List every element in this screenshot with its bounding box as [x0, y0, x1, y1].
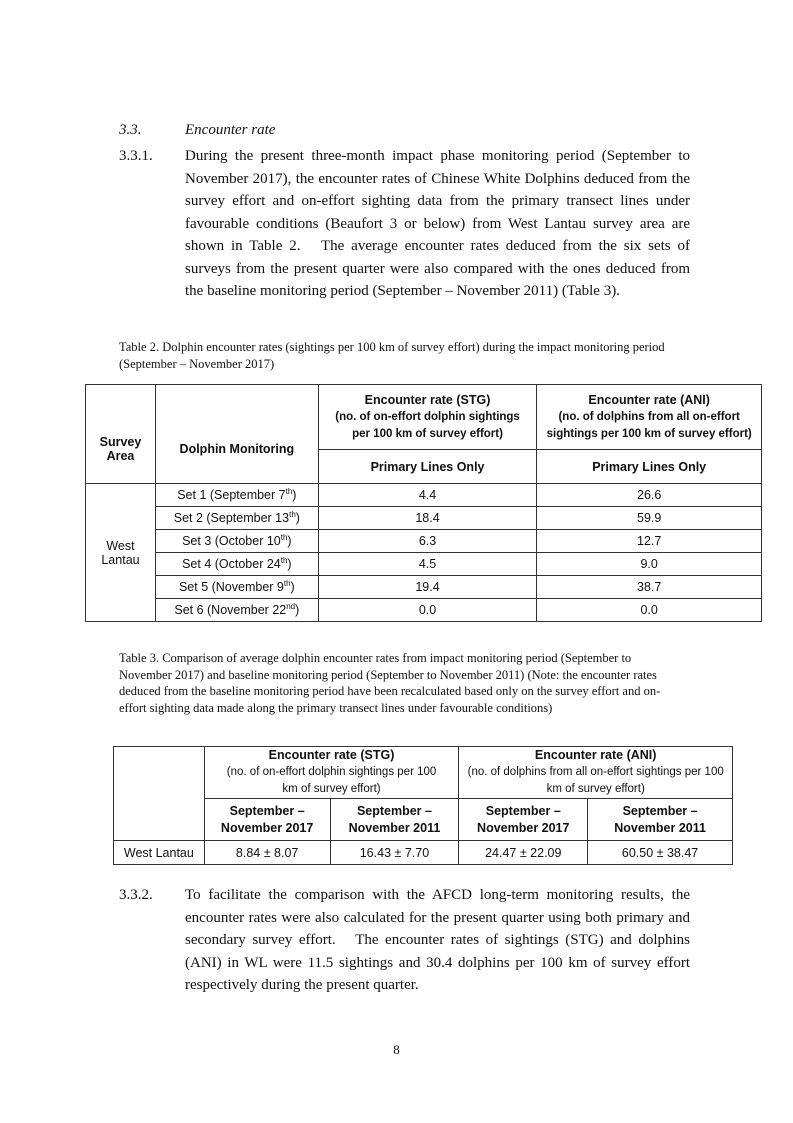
paragraph-number: 3.3.1. — [119, 148, 153, 164]
table2 — [85, 384, 762, 622]
set-label-text: Set 2 (September 13 — [173, 511, 290, 525]
subheader-ani: Primary Lines Only — [537, 450, 762, 484]
ordinal-suffix: th — [280, 555, 288, 565]
set-label-text: Set 1 (September 7 — [177, 488, 286, 502]
table-row — [86, 484, 762, 507]
stg-value: 19.4 — [318, 576, 537, 599]
set-label-close: ) — [295, 603, 300, 617]
table-row — [86, 599, 762, 622]
table-row — [86, 553, 762, 576]
set-label — [155, 484, 318, 507]
set-label-close: ) — [287, 557, 292, 571]
set-label-close: ) — [290, 580, 295, 594]
ani-value: 9.0 — [537, 553, 762, 576]
ordinal-suffix: th — [280, 532, 288, 542]
header-stg-title: Encounter rate (STG) — [364, 392, 491, 407]
set-label-text: Set 4 (October 24 — [182, 557, 281, 571]
table3-corner — [114, 747, 205, 841]
ordinal-suffix: nd — [286, 601, 296, 611]
set-label — [155, 530, 318, 553]
stg-value: 6.3 — [318, 530, 537, 553]
stg-value: 0.0 — [318, 599, 537, 622]
header-dolphin-monitoring: Dolphin Monitoring — [155, 385, 318, 484]
t3-ani-title: Encounter rate (ANI) — [534, 748, 657, 762]
header-ani — [537, 385, 762, 450]
table-row — [86, 507, 762, 530]
ani-value: 38.7 — [537, 576, 762, 599]
table3-caption: Table 3. Comparison of average dolphin encounter rates from impact monitoring period (September to November 2017) and baseline monitoring period (September to November 2011) (Note: the encounter rates deduced from the baseline monitoring period have been recalculated based only on the survey effort and on-effort sighting data made along the primary transect lines under favourable conditions) — [119, 651, 661, 715]
subheader-stg: Primary Lines Only — [318, 450, 537, 484]
set-label — [155, 576, 318, 599]
t3-value: 8.84 ± 8.07 — [204, 841, 330, 865]
stg-value: 4.5 — [318, 553, 537, 576]
paragraph-text: To facilitate the comparison with the AFCD long-term monitoring results, the encounter rates were also calculated for the present quarter using both primary and secondary survey effort. The encounter rates of sightings (STG) and dolphins (ANI) in WL were 11.5 sightings and 30.4 dolphins per 100 km of survey effort respectively during the present quarter. — [185, 887, 690, 993]
ani-value: 0.0 — [537, 599, 762, 622]
survey-area-cell: West Lantau — [86, 484, 156, 622]
stg-value: 18.4 — [318, 507, 537, 530]
t3-ani-sub: (no. of dolphins from all on-effort sightings per 100 km of survey effort) — [467, 766, 724, 795]
t3-value: 60.50 ± 38.47 — [588, 841, 733, 865]
set-label-close: ) — [295, 511, 300, 525]
table-row — [86, 530, 762, 553]
t3-stg-sub: (no. of on-effort dolphin sightings per 100 km of survey effort) — [226, 766, 437, 795]
header-stg-sub: (no. of on-effort dolphin sightings per 100 km of survey effort) — [335, 410, 520, 440]
t3-col-4: September – November 2011 — [588, 799, 733, 841]
t3-stg-title: Encounter rate (STG) — [268, 748, 395, 762]
ordinal-suffix: th — [289, 509, 296, 519]
header-ani-title: Encounter rate (ANI) — [588, 392, 710, 407]
table-row — [86, 576, 762, 599]
set-label-text: Set 3 (October 10 — [182, 534, 281, 548]
ani-value: 12.7 — [537, 530, 762, 553]
ordinal-suffix: th — [283, 578, 291, 588]
page-number: 8 — [393, 1042, 400, 1057]
section-title: Encounter rate — [185, 122, 276, 138]
t3-col-3: September – November 2017 — [459, 799, 588, 841]
set-label-close: ) — [287, 534, 292, 548]
header-ani-sub: (no. of dolphins from all on-effort sightings per 100 km of survey effort) — [546, 410, 752, 440]
stg-value: 4.4 — [318, 484, 537, 507]
set-label-close: ) — [292, 488, 297, 502]
ani-value: 59.9 — [537, 507, 762, 530]
set-label — [155, 507, 318, 530]
paragraph-text: During the present three-month impact phase monitoring period (September to November 2017), the encounter rates of Chinese White Dolphins deduced from the survey effort and on-effort sighting data from the primary transect lines under favourable conditions (Beaufort 3 or below) from West Lantau survey area are shown in Table 2. The average encounter rates deduced from the six sets of surveys from the present quarter were also compared with the ones deduced from the baseline monitoring period (September – November 2011) (Table 3). — [185, 148, 690, 299]
table3 — [113, 746, 733, 865]
ordinal-suffix: th — [285, 486, 293, 496]
t3-row-label: West Lantau — [114, 841, 205, 865]
header-stg — [318, 385, 537, 450]
t3-col-1: September – November 2017 — [204, 799, 330, 841]
set-label-text: Set 6 (November 22 — [174, 603, 287, 617]
section-number: 3.3. — [119, 122, 142, 138]
t3-value: 16.43 ± 7.70 — [330, 841, 459, 865]
t3-header-ani — [459, 747, 733, 799]
set-label — [155, 599, 318, 622]
header-survey-area: Survey Area — [86, 385, 156, 484]
paragraph-number: 3.3.2. — [119, 887, 153, 903]
set-label — [155, 553, 318, 576]
t3-header-stg — [204, 747, 459, 799]
t3-col-2: September – November 2011 — [330, 799, 459, 841]
set-label-text: Set 5 (November 9 — [178, 580, 284, 594]
ani-value: 26.6 — [537, 484, 762, 507]
table2-caption: Table 2. Dolphin encounter rates (sightings per 100 km of survey effort) during the impact monitoring period (September – November 2017) — [119, 340, 665, 371]
t3-value: 24.47 ± 22.09 — [459, 841, 588, 865]
